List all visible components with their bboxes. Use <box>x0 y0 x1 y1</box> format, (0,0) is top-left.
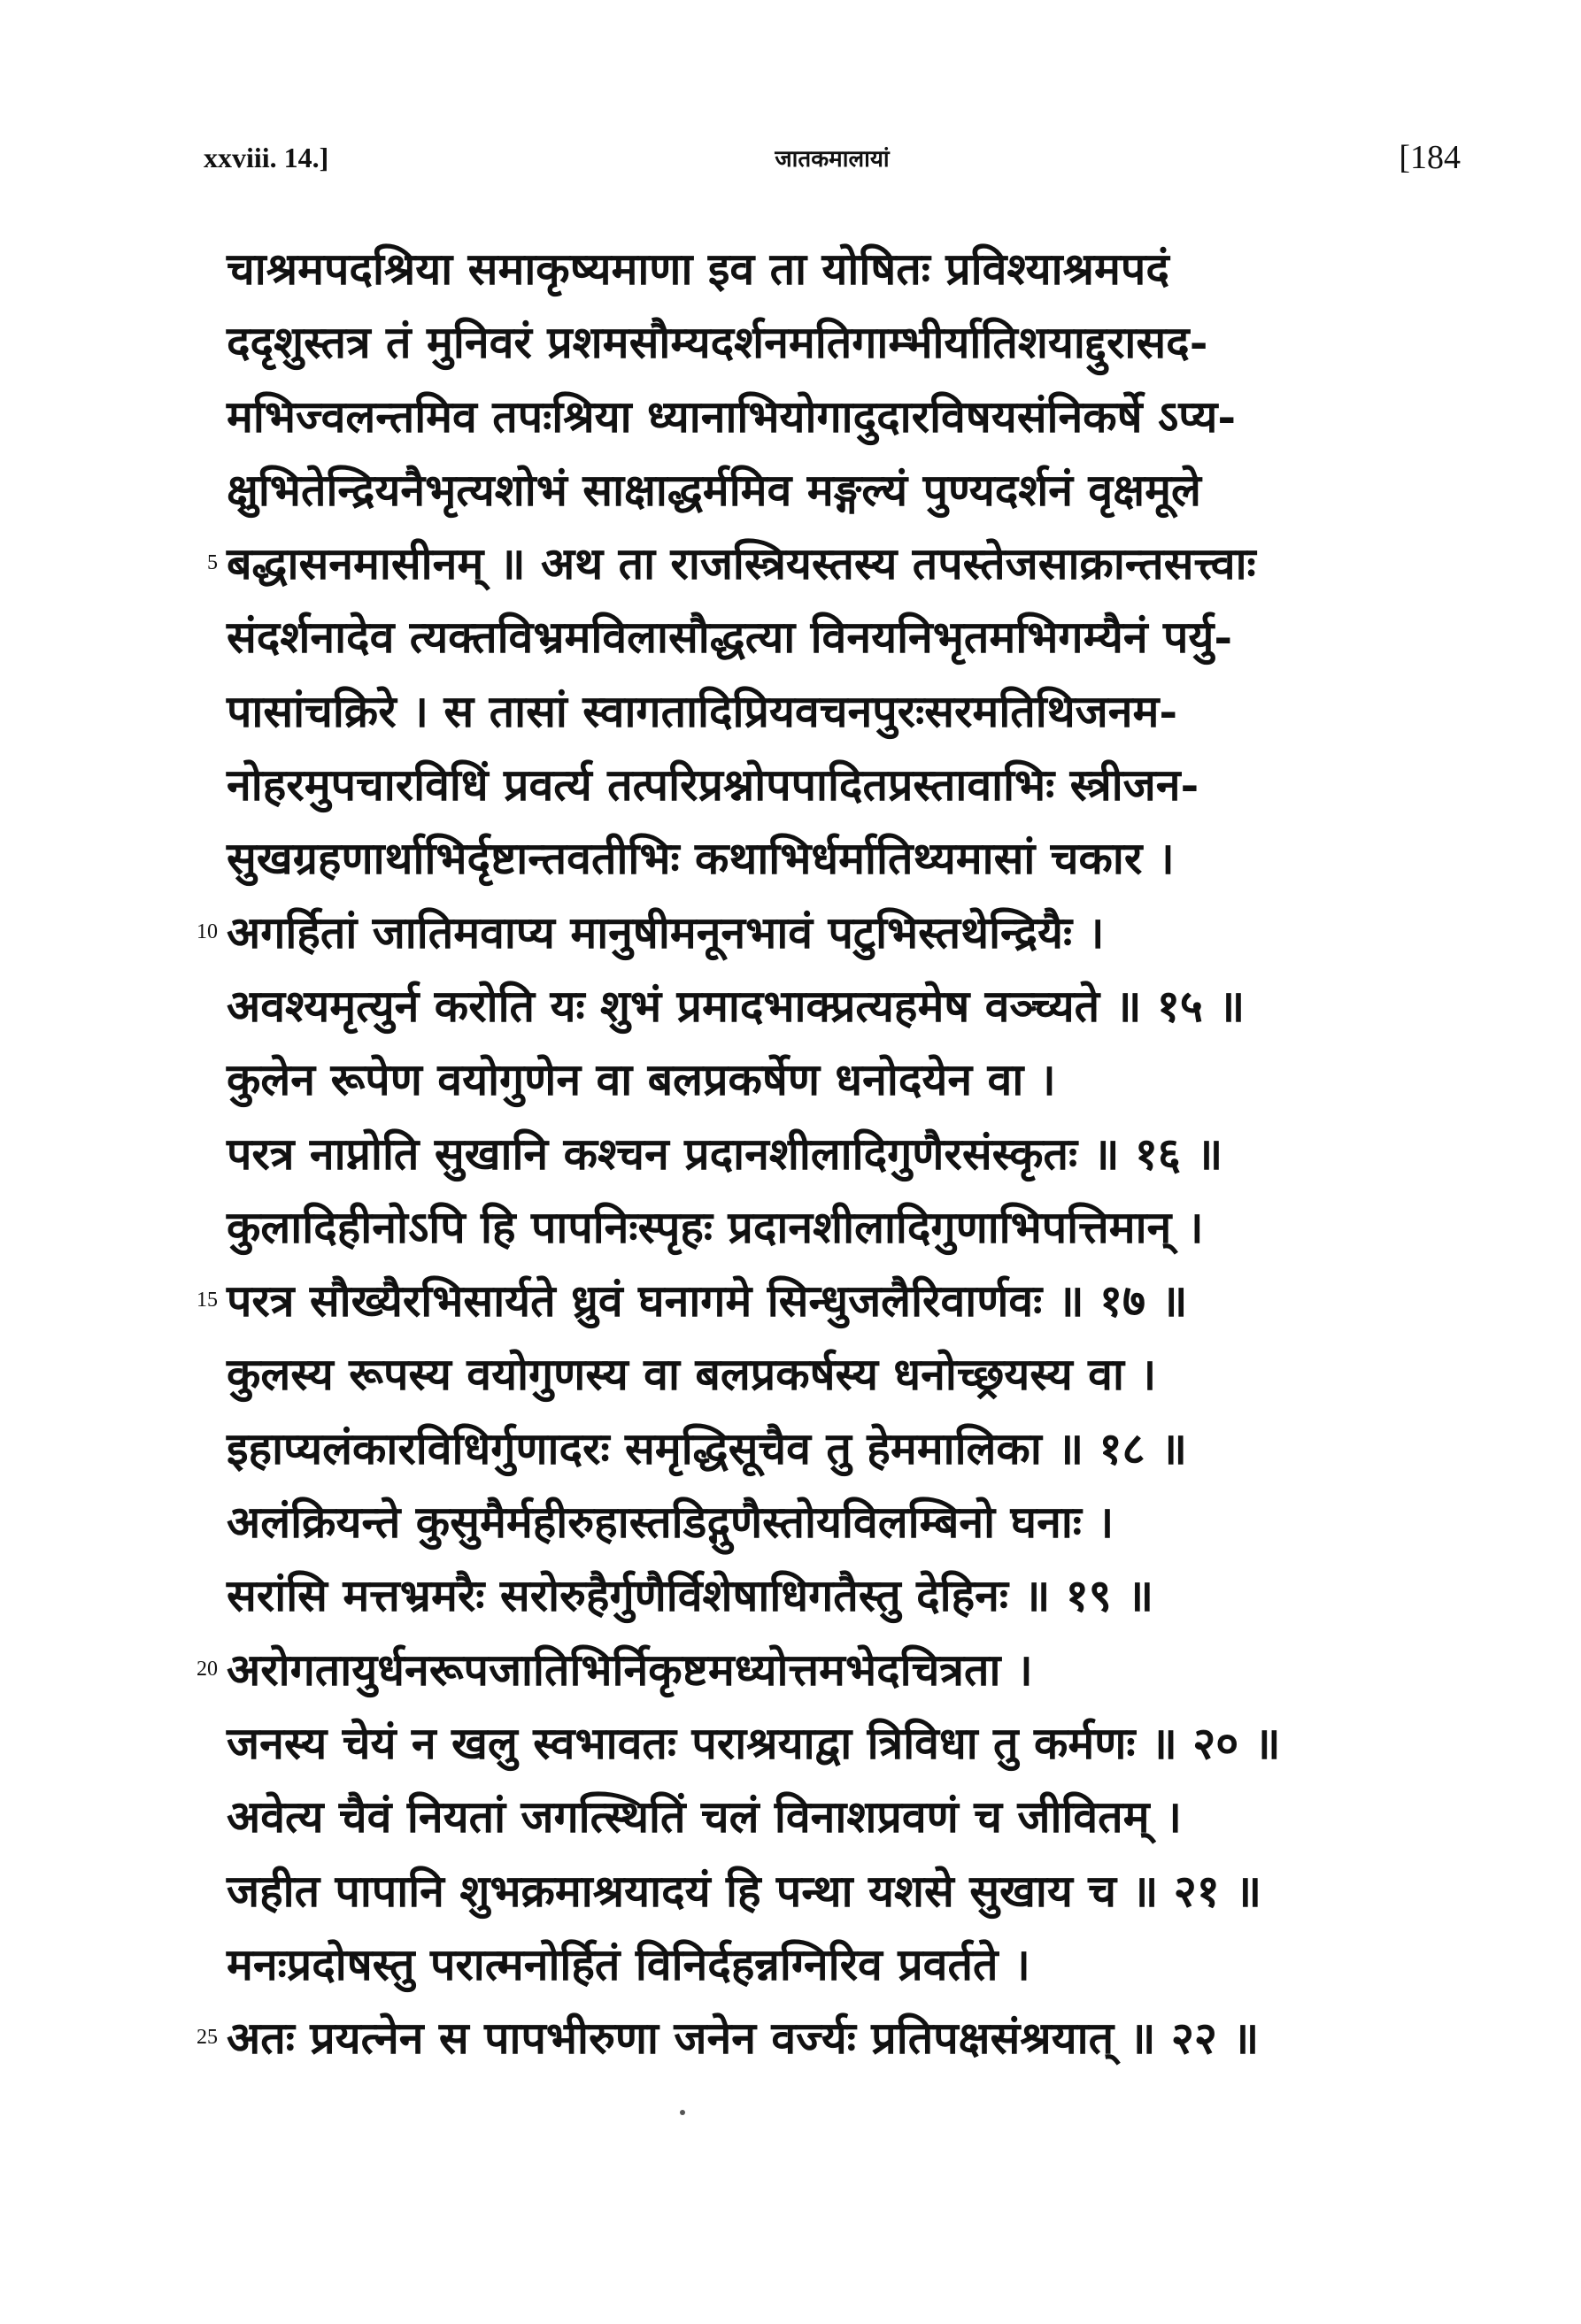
text-line <box>156 1412 1484 1485</box>
line-text: नोहरमुपचारविधिं प्रवर्त्य तत्परिप्रश्नोपपादितप्रस्तावाभिः स्त्रीजन- <box>227 758 1199 812</box>
header-title: जातकमालायां <box>775 146 890 173</box>
text-line <box>156 1558 1484 1632</box>
text-line <box>156 527 1484 600</box>
text-line <box>156 674 1484 748</box>
line-text: मनःप्रदोषस्तु परात्मनोर्हितं विनिर्दहन्नग्निरिव प्रवर्तते । <box>227 1937 1030 1990</box>
line-text: ददृशुस्तत्र तं मुनिवरं प्रशमसौम्यदर्शनमतिगाम्भीर्यातिशयाद्दुरासद- <box>227 316 1208 369</box>
text-line <box>156 1485 1484 1558</box>
text-line <box>156 380 1484 453</box>
text-line <box>156 1043 1484 1116</box>
text-line <box>156 748 1484 821</box>
text-line <box>156 1117 1484 1190</box>
text-line <box>156 453 1484 527</box>
line-text: मभिज्वलन्तमिव तपःश्रिया ध्यानाभियोगादुदारविषयसंनिकर्षे ऽप्य- <box>227 389 1237 442</box>
page-header <box>204 133 1461 186</box>
line-number: 15 <box>197 1289 218 1312</box>
text-line <box>156 1706 1484 1780</box>
line-text: अतः प्रयत्नेन स पापभीरुणा जनेन वर्ज्यः प्रतिपक्षसंश्रयात् ॥ २२ ॥ <box>227 2012 1260 2065</box>
line-number: 25 <box>197 2026 218 2050</box>
text-line <box>156 1854 1484 1928</box>
line-text: इहाप्यलंकारविधिर्गुणादरः समृद्धिसूचैव तु हेममालिका ॥ १८ ॥ <box>227 1421 1187 1474</box>
line-text: परत्र नाप्नोति सुखानि कश्चन प्रदानशीलादिगुणैरसंस्कृतः ॥ १६ ॥ <box>227 1127 1223 1180</box>
line-text: पासांचक्रिरे । स तासां स्वागतादिप्रियवचनपुरःसरमतिथिजनम- <box>227 684 1178 737</box>
text-line <box>156 1264 1484 1337</box>
line-text: क्षुभितेन्द्रियनैभृत्यशोभं साक्षाद्धर्ममिव मङ्गल्यं पुण्यदर्शनं वृक्षमूले <box>227 463 1201 516</box>
line-text: सरांसि मत्तभ्रमरैः सरोरुहैर्गुणैर्विशेषाधिगतैस्तु देहिनः ॥ १९ ॥ <box>227 1569 1154 1622</box>
text-line <box>156 1337 1484 1411</box>
line-text: कुलेन रूपेण वयोगुणेन वा बलप्रकर्षेण धनोदयेन वा । <box>227 1053 1056 1106</box>
line-text: कुलस्य रूपस्य वयोगुणस्य वा बलप्रकर्षस्य धनोच्छ्रयस्य वा । <box>227 1348 1157 1401</box>
text-line <box>156 2001 1484 2074</box>
text-line <box>156 305 1484 379</box>
line-text: अवेत्य चैवं नियतां जगत्स्थितिं चलं विनाशप्रवणं च जीवितम् । <box>227 1790 1182 1843</box>
text-line <box>156 1928 1484 2001</box>
text-line <box>156 1780 1484 1853</box>
header-section-ref: xxviii. 14.] <box>204 142 329 173</box>
text-line <box>156 896 1484 969</box>
line-text: संदर्शनादेव त्यक्तविभ्रमविलासौद्धत्या विनयनिभृतमभिगम्यैनं पर्यु- <box>227 611 1233 664</box>
text-body <box>156 232 1484 2074</box>
line-text: अगर्हितां जातिमवाप्य मानुषीमनूनभावं पटुभिस्तथेन्द्रियैः । <box>227 905 1105 958</box>
line-number: 5 <box>207 551 218 575</box>
text-line <box>156 821 1484 895</box>
text-line <box>156 232 1484 305</box>
text-line <box>156 1633 1484 1706</box>
line-number: 20 <box>197 1657 218 1681</box>
line-text: अवश्यमृत्युर्न करोति यः शुभं प्रमादभाक्प्रत्यहमेष वञ्च्यते ॥ १५ ॥ <box>227 979 1246 1032</box>
header-page-number: [184 <box>1399 139 1461 176</box>
printing-speck <box>680 2110 685 2115</box>
line-text: जनस्य चेयं न खलु स्वभावतः पराश्रयाद्वा त्रिविधा तु कर्मणः ॥ २० ॥ <box>227 1716 1281 1769</box>
text-line <box>156 1190 1484 1264</box>
line-number: 10 <box>197 920 218 943</box>
line-text: परत्र सौख्यैरभिसार्यते ध्रुवं घनागमे सिन्धुजलैरिवार्णवः ॥ १७ ॥ <box>227 1274 1188 1327</box>
text-line <box>156 600 1484 673</box>
line-text: जहीत पापानि शुभक्रमाश्रयादयं हि पन्था यशसे सुखाय च ॥ २१ ॥ <box>227 1864 1262 1917</box>
line-text: बद्धासनमासीनम् ॥ अथ ता राजस्त्रियस्तस्य तपस्तेजसाक्रान्तसत्त्वाः <box>227 537 1256 590</box>
text-line <box>156 969 1484 1043</box>
line-text: चाश्रमपदश्रिया समाकृष्यमाणा इव ता योषितः प्रविश्याश्रमपदं <box>227 242 1169 295</box>
line-text: अरोगतायुर्धनरूपजातिभिर्निकृष्टमध्योत्तमभेदचित्रता । <box>227 1643 1033 1696</box>
line-text: अलंक्रियन्ते कुसुमैर्महीरुहास्तडिद्गुणैस्तोयविलम्बिनो घनाः । <box>227 1496 1114 1549</box>
line-text: सुखग्रहणार्थाभिर्दृष्टान्तवतीभिः कथाभिर्धर्मातिथ्यमासां चकार । <box>227 832 1175 885</box>
line-text: कुलादिहीनोऽपि हि पापनिःस्पृहः प्रदानशीलादिगुणाभिपत्तिमान् । <box>227 1200 1204 1253</box>
